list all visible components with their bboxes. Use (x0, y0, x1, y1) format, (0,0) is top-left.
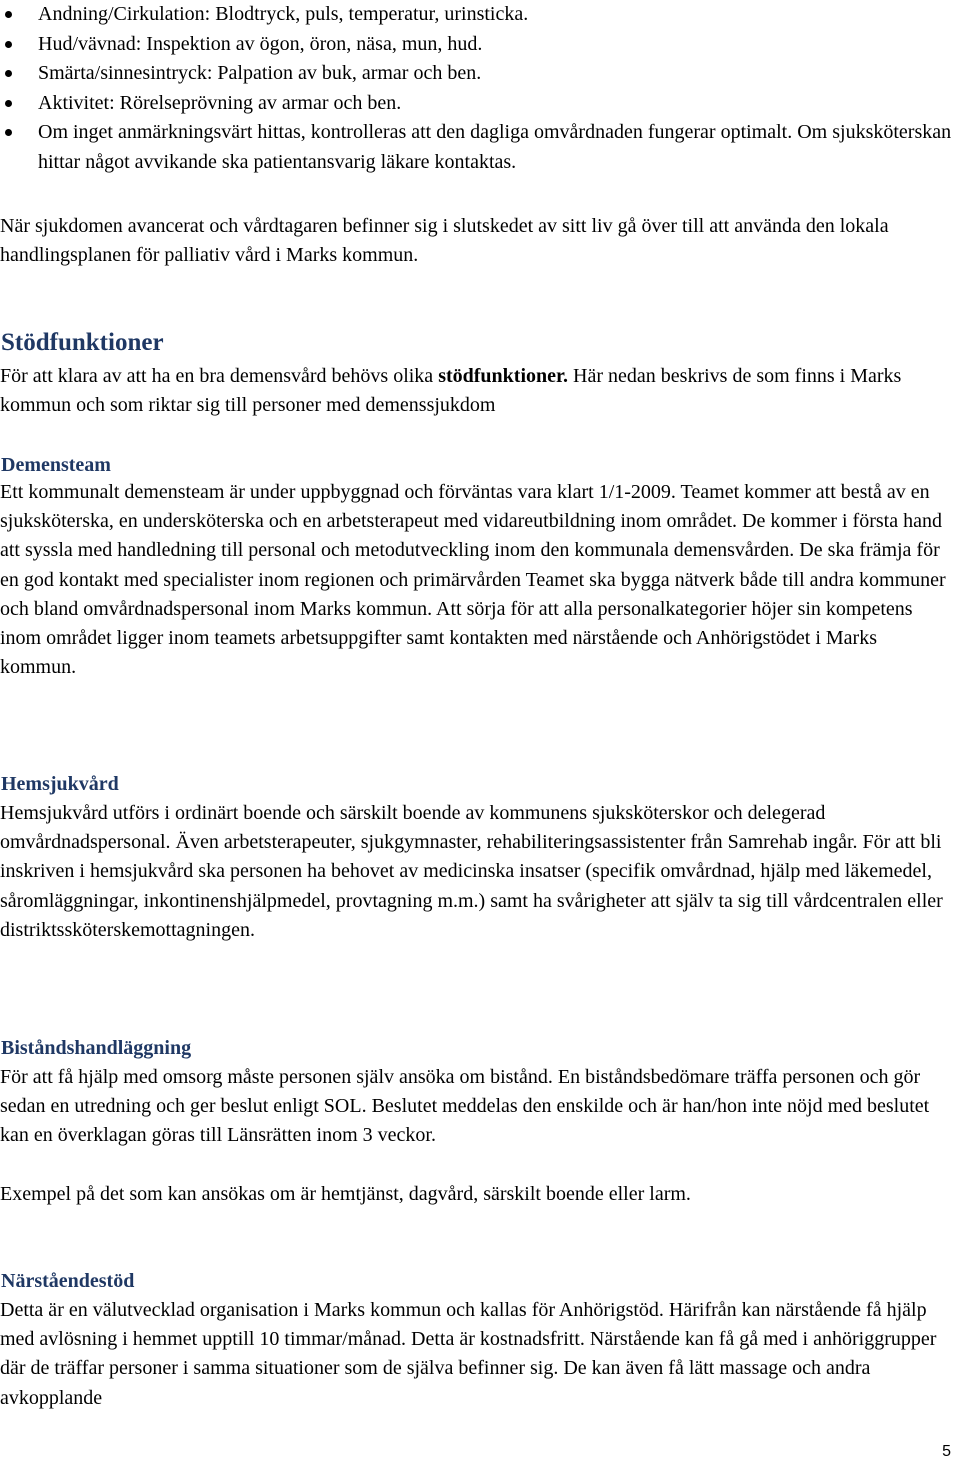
stodfunktioner-paragraph (0, 362, 958, 420)
section-heading-bistandshandlaggning: Biståndshandläggning (1, 1037, 192, 1059)
list-item (0, 118, 960, 177)
list-item-text: Smärta/sinnesintryck: Palpation av buk, armar och ben. (38, 62, 482, 84)
list-item (0, 30, 960, 60)
stod-text-bold: stödfunktioner. (438, 365, 569, 387)
stod-text-after: Här nedan beskrivs de som finns i Marks kommun och som riktar sig till personer med demenssjukdom (0, 365, 902, 417)
bistand-paragraph: För att få hjälp med omsorg måste personen själv ansöka om bistånd. En biståndsbedömare träffa personen och gör sedan en utredning och ger beslut enligt SOL. Beslutet meddelas den enskilde och är han/hon inte nöjd med beslutet kan en överklagan göras till Länsrätten inom 3 veckor. (0, 1066, 930, 1147)
section-heading-hemsjukvard: Hemsjukvård (1, 773, 119, 795)
bullet-icon (5, 100, 12, 107)
list-item-text: Aktivitet: Rörelseprövning av armar och ben. (38, 91, 402, 114)
bullet-icon (5, 70, 12, 77)
section-heading-narstaendestod: Närståendestöd (1, 1270, 135, 1292)
bullet-icon (5, 129, 12, 136)
bullet-icon (5, 41, 12, 48)
list-item (0, 0, 960, 30)
page-number: 5 (942, 1443, 951, 1460)
list-item-text: Hud/vävnad: Inspektion av ögon, öron, näsa, mun, hud. (38, 32, 483, 55)
assessment-bullet-list (0, 0, 960, 177)
list-item-text: Om inget anmärkningsvärt hittas, kontrolleras att den dagliga omvårdnaden fungerar optimalt. Om sjuksköterskan hittar något avvikande ska patientansvarig läkare kontaktas. (38, 121, 952, 173)
section-heading-stodfunktioner: Stödfunktioner (1, 329, 164, 356)
hemsjukvard-paragraph: Hemsjukvård utförs i ordinärt boende och särskilt boende av kommunens sjuksköterskor och delegerad omvårdnadspersonal. Även arbetsterapeuter, sjukgymnaster, rehabiliteringsassistenter från Samrehab ingår. För att bli inskriven i hemsjukvård ska personen ha behovet av medicinska insatser (specifik omvårdnad, hjälp med läkemedel, såromläggningar, inkontinenshjälpmedel, provtagning m.m.) samt ha svårigheter att själv ta sig till vårdcentralen eller distriktssköterskemottagningen. (0, 802, 943, 941)
stod-text-before: För att klara av att ha en bra demensvård behövs olika (0, 365, 439, 387)
section-heading-demensteam: Demensteam (1, 454, 111, 476)
list-item (0, 59, 960, 89)
bullet-icon (5, 11, 12, 18)
narstaende-paragraph: Detta är en välutvecklad organisation i Marks kommun och kallas för Anhörigstöd. Härifrån kan närstående få hjälp med avlösning i hemmet upptill 10 timmar/månad. Detta är kostnadsfritt. Närstående kan få gå med i anhöriggrupper där de träffar personer i samma situationer som de själva befinner sig. De kan även få lätt massage och andra avkopplande (0, 1299, 937, 1409)
bistand-paragraph-2: Exempel på det som kan ansökas om är hemtjänst, dagvård, särskilt boende eller larm. (0, 1183, 691, 1205)
demensteam-paragraph: Ett kommunalt demensteam är under uppbyggnad och förväntas vara klart 1/1-2009. Teamet kommer att bestå av en sjuksköterska, en undersköterska och en arbetsterapeut med vidareutbildning inom området. De kommer i första hand att syssla med handledning till personal och metodutveckling inom den kommunala demensvården. De ska främja för en god kontakt med specialister inom regionen och primärvården Teamet ska bygga nätverk både till andra kommuner och bland omvårdnadspersonal inom Marks kommun. Att sörja för att alla personalkategorier höjer sin kompetens inom området ligger inom teamets arbetsuppgifter samt kontakten med närstående och Anhörigstödet i Marks kommun. (0, 481, 946, 679)
intro-paragraph: När sjukdomen avancerat och vårdtagaren befinner sig i slutskedet av sitt liv gå över till att använda den lokala handlingsplanen för palliativ vård i Marks kommun. (0, 215, 889, 267)
list-item-text: Andning/Cirkulation: Blodtryck, puls, temperatur, urinsticka. (38, 3, 529, 25)
list-item (0, 89, 960, 119)
